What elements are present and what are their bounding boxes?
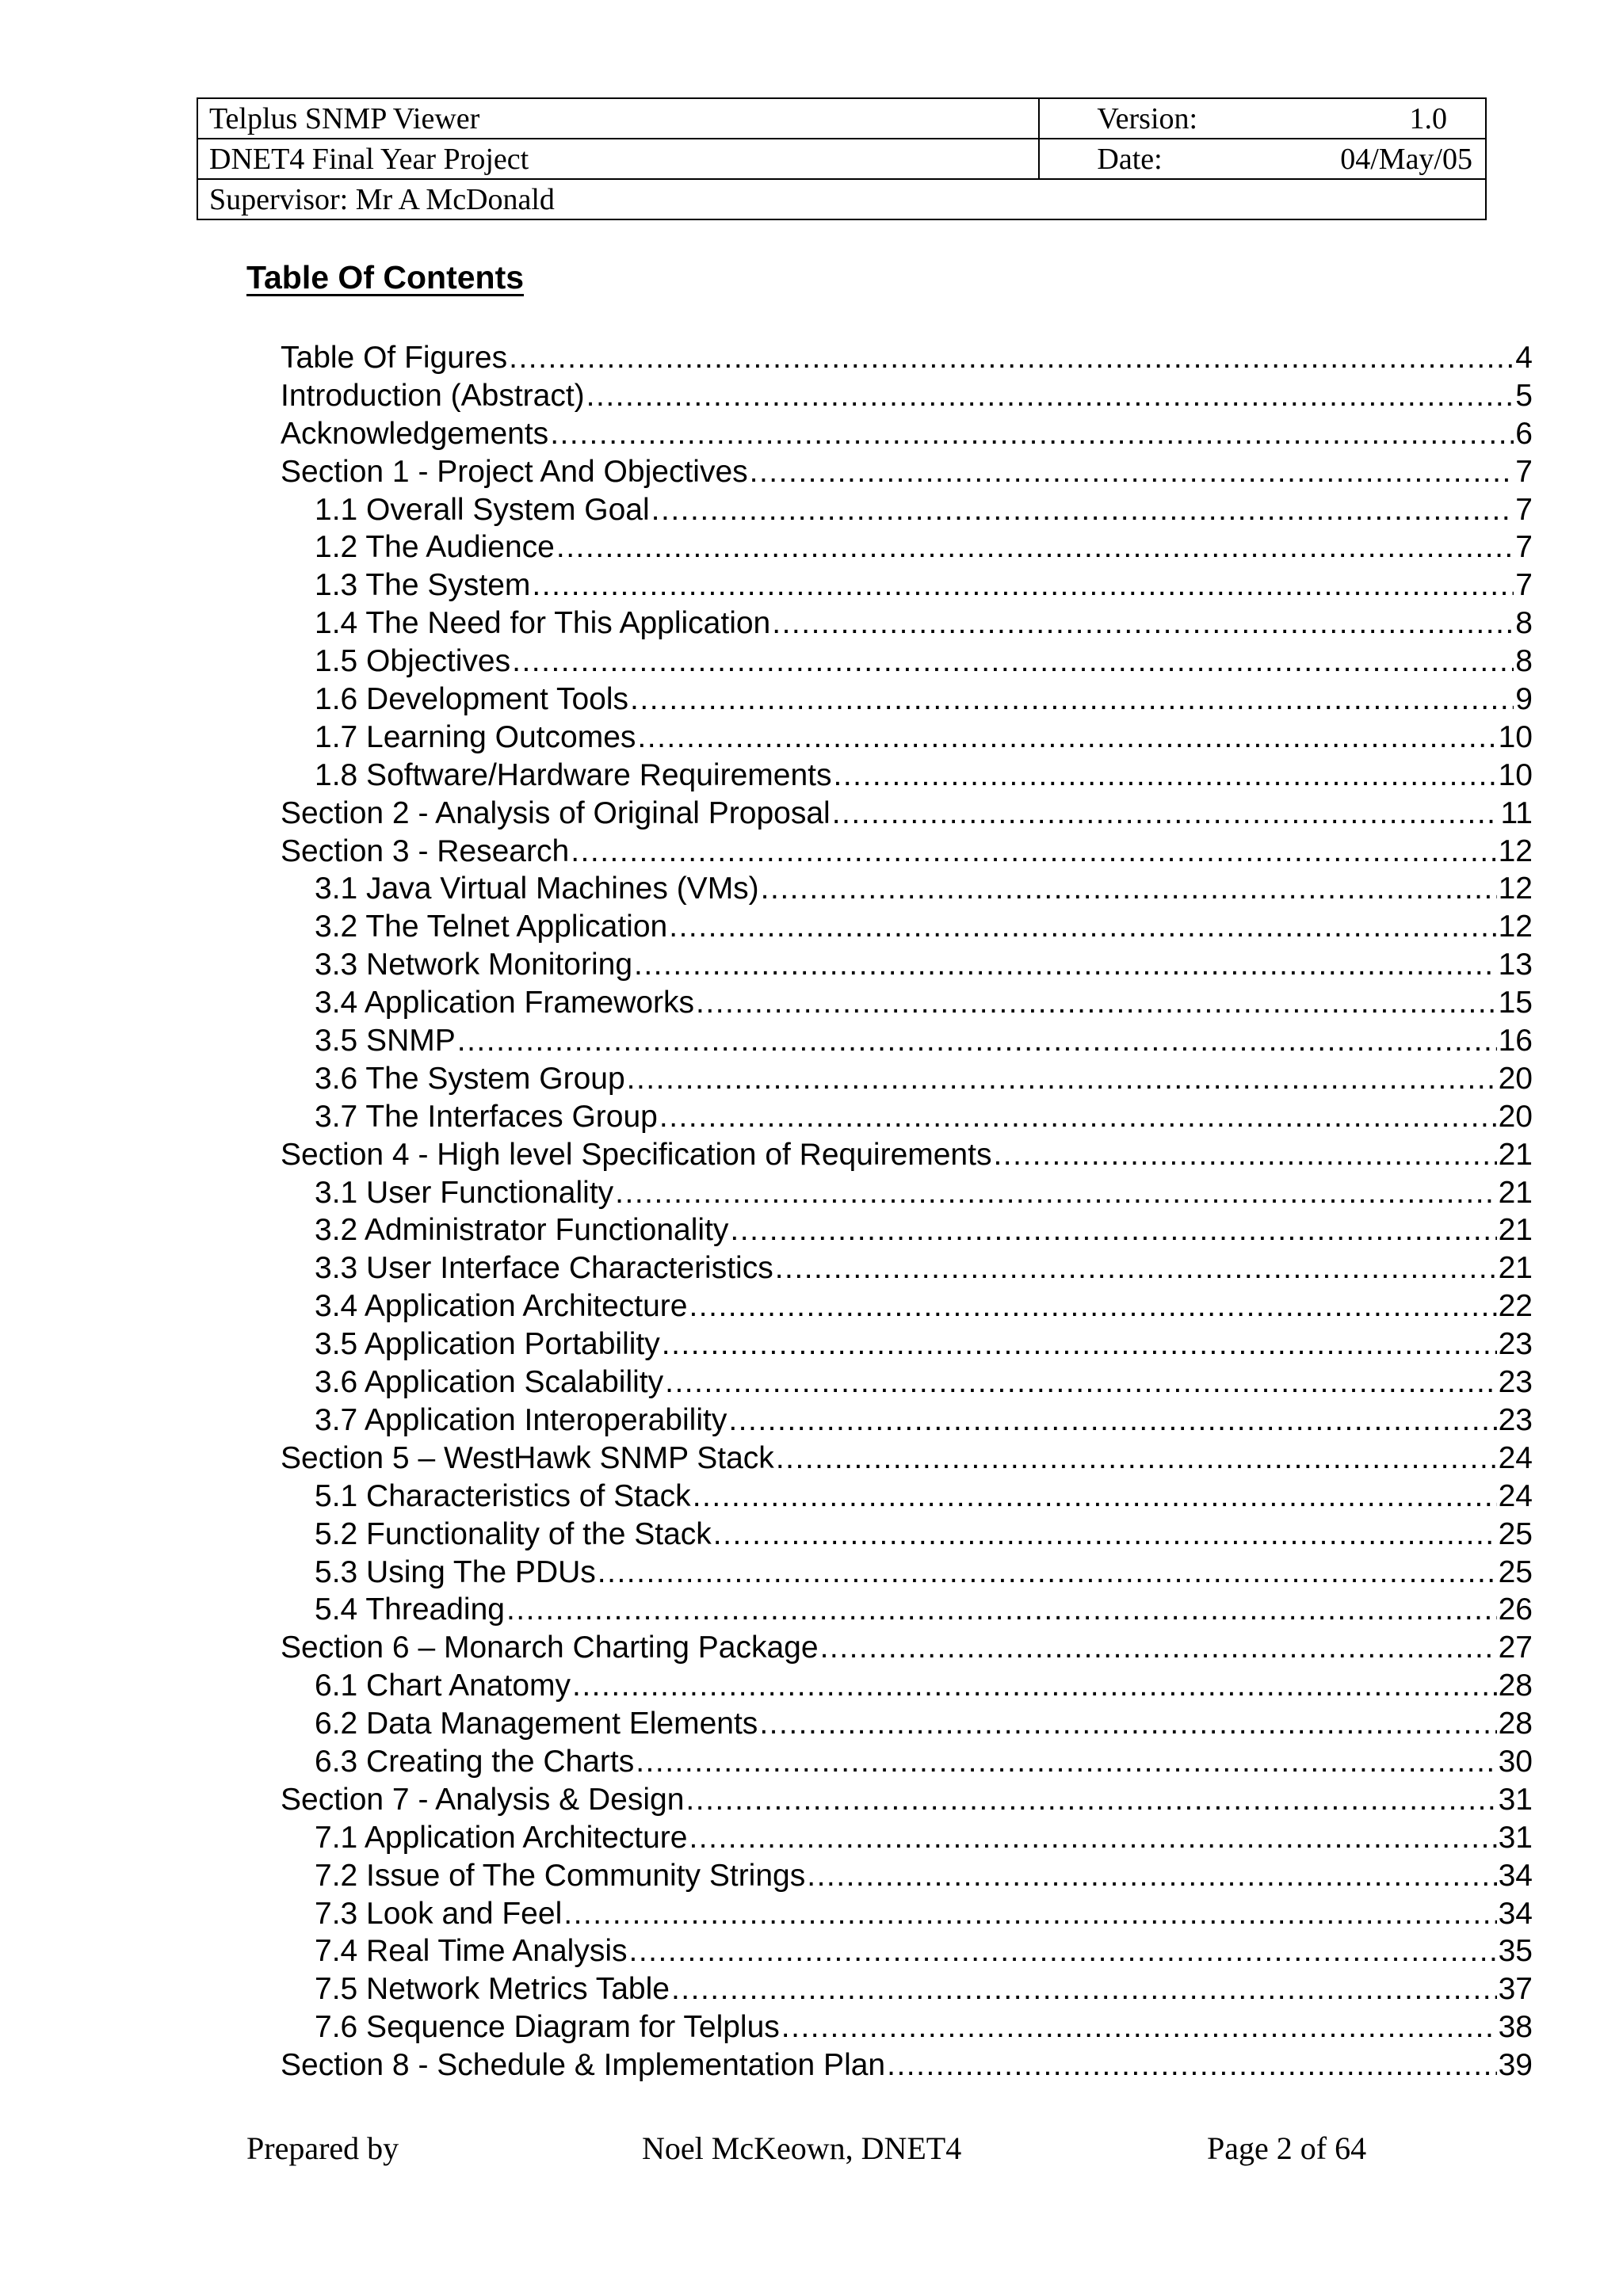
toc-entry[interactable] (281, 1819, 1533, 1857)
toc-dot-leader (665, 1363, 1497, 1402)
footer-author: Noel McKeown, DNET4 (642, 2130, 962, 2166)
toc-entry-label: 7.2 Issue of The Community Strings (315, 1858, 806, 1893)
toc-entry[interactable] (281, 605, 1533, 643)
toc-entry[interactable] (281, 984, 1533, 1022)
toc-entry-page: 25 (1498, 1516, 1533, 1551)
toc-entry-label: 1.1 Overall System Goal (315, 492, 650, 527)
toc-entry[interactable] (281, 1211, 1533, 1249)
toc-dot-leader (634, 946, 1497, 984)
toc-dot-leader (689, 1287, 1496, 1325)
toc-entry[interactable] (281, 1136, 1533, 1174)
toc-entry-page: 26 (1498, 1592, 1533, 1627)
table-of-contents (281, 339, 1533, 2084)
toc-entry-page: 7 (1515, 492, 1533, 527)
toc-entry-page: 28 (1498, 1669, 1533, 1703)
toc-dot-leader (629, 1932, 1497, 1970)
toc-entry-label: 1.8 Software/Hardware Requirements (315, 757, 832, 792)
toc-entry-label: 7.3 Look and Feel (315, 1896, 563, 1931)
toc-entry[interactable] (281, 1629, 1533, 1667)
toc-dot-leader (750, 453, 1514, 491)
toc-entry-page: 23 (1498, 1402, 1533, 1437)
toc-entry-page: 24 (1498, 1478, 1533, 1513)
toc-entry[interactable] (281, 1402, 1533, 1440)
toc-dot-leader (457, 1022, 1497, 1060)
toc-entry-page: 9 (1515, 682, 1533, 717)
toc-dot-leader (556, 528, 1514, 566)
toc-dot-leader (572, 1667, 1497, 1705)
toc-entry[interactable] (281, 1478, 1533, 1516)
toc-entry-label: 3.4 Application Frameworks (315, 986, 695, 1020)
toc-entry-label: Acknowledgements (281, 416, 549, 451)
toc-entry[interactable] (281, 795, 1533, 833)
toc-entry-page: 31 (1498, 1782, 1533, 1817)
toc-entry-page: 31 (1498, 1820, 1533, 1855)
toc-entry-label: 3.1 Java Virtual Machines (VMs) (315, 871, 759, 906)
toc-entry[interactable] (281, 757, 1533, 795)
toc-entry-page: 5 (1515, 378, 1533, 413)
toc-entry[interactable] (281, 1516, 1533, 1554)
toc-entry-page: 22 (1498, 1289, 1533, 1324)
toc-entry-page: 10 (1498, 757, 1533, 792)
toc-entry-page: 24 (1498, 1440, 1533, 1475)
toc-entry[interactable] (281, 1249, 1533, 1287)
toc-dot-leader (509, 339, 1514, 377)
toc-entry[interactable] (281, 643, 1533, 681)
toc-entry-label: 6.1 Chart Anatomy (315, 1669, 571, 1703)
toc-entry-label: 3.6 The System Group (315, 1061, 625, 1096)
toc-entry-page: 39 (1498, 2048, 1533, 2083)
toc-dot-leader (728, 1402, 1496, 1440)
toc-entry[interactable] (281, 1060, 1533, 1098)
toc-entry-label: 3.6 Application Scalability (315, 1365, 664, 1400)
header-row-supervisor (197, 179, 1486, 219)
toc-entry-label: 1.3 The System (315, 568, 531, 603)
toc-dot-leader (506, 1591, 1497, 1629)
toc-dot-leader (532, 566, 1514, 605)
toc-dot-leader (761, 870, 1497, 908)
toc-entry-label: 3.7 The Interfaces Group (315, 1099, 658, 1134)
header-supervisor-cell (197, 179, 1039, 219)
toc-entry[interactable] (281, 1895, 1533, 1933)
date-label: Date: (1097, 142, 1163, 176)
toc-entry[interactable] (281, 339, 1533, 377)
toc-dot-leader (685, 1781, 1496, 1819)
toc-dot-leader (696, 984, 1497, 1022)
toc-dot-leader (563, 1895, 1496, 1933)
toc-entry-label: Section 1 - Project And Objectives (281, 454, 748, 489)
toc-entry[interactable] (281, 681, 1533, 719)
toc-entry-label: Section 7 - Analysis & Design (281, 1782, 685, 1817)
toc-entry[interactable] (281, 1098, 1533, 1136)
toc-entry-page: 10 (1498, 719, 1533, 754)
toc-entry-label: 3.5 SNMP (315, 1024, 456, 1058)
toc-entry-page: 27 (1498, 1630, 1533, 1665)
toc-dot-leader (636, 1743, 1496, 1781)
header-blank-cell (1039, 179, 1486, 219)
toc-dot-leader (586, 377, 1514, 415)
toc-entry-page: 11 (1500, 795, 1533, 830)
footer-prepared-by: Prepared by (246, 2130, 399, 2166)
toc-entry-label: 3.2 Administrator Functionality (315, 1213, 729, 1248)
toc-dot-leader (807, 1857, 1496, 1895)
date-value: 04/May/05 (1340, 142, 1472, 176)
toc-entry-page: 8 (1515, 606, 1533, 641)
toc-entry[interactable] (281, 1591, 1533, 1629)
toc-entry-label: 7.5 Network Metrics Table (315, 1972, 670, 2007)
toc-entry-page: 37 (1498, 1972, 1533, 2007)
toc-entry-label: Section 3 - Research (281, 833, 570, 868)
toc-dot-leader (651, 491, 1514, 529)
toc-dot-leader (659, 1098, 1497, 1136)
toc-entry-page: 6 (1515, 416, 1533, 451)
toc-dot-leader (833, 757, 1496, 795)
toc-entry[interactable] (281, 1363, 1533, 1402)
toc-entry[interactable] (281, 1287, 1533, 1325)
toc-entry-page: 30 (1498, 1744, 1533, 1779)
toc-entry-label: 1.2 The Audience (315, 530, 555, 565)
toc-dot-leader (993, 1136, 1496, 1174)
toc-entry[interactable] (281, 946, 1533, 984)
toc-dot-leader (713, 1516, 1497, 1554)
toc-dot-leader (615, 1174, 1496, 1212)
toc-entry[interactable] (281, 1667, 1533, 1705)
toc-entry-label: 5.4 Threading (315, 1592, 505, 1627)
toc-entry-label: 1.7 Learning Outcomes (315, 719, 636, 754)
toc-entry-page: 28 (1498, 1707, 1533, 1741)
toc-dot-leader (662, 1325, 1497, 1363)
header-title-cell (197, 98, 1039, 139)
toc-dot-leader (775, 1249, 1497, 1287)
toc-entry-page: 12 (1498, 910, 1533, 944)
toc-entry-label: 7.6 Sequence Diagram for Telplus (315, 2010, 780, 2045)
toc-dot-leader (637, 719, 1496, 757)
toc-entry-label: 6.3 Creating the Charts (315, 1744, 635, 1779)
toc-entry-label: 6.2 Data Management Elements (315, 1707, 758, 1741)
toc-entry-page: 21 (1498, 1137, 1533, 1172)
toc-entry-label: 3.5 Application Portability (315, 1327, 660, 1362)
toc-entry[interactable] (281, 719, 1533, 757)
toc-dot-leader (627, 1060, 1497, 1098)
toc-entry[interactable] (281, 908, 1533, 946)
toc-dot-leader (776, 1440, 1497, 1478)
toc-dot-leader (598, 1554, 1497, 1592)
toc-entry-label: 3.4 Application Architecture (315, 1289, 688, 1324)
header-date-cell (1039, 139, 1486, 179)
toc-entry-label: 3.3 User Interface Characteristics (315, 1251, 773, 1286)
toc-entry[interactable] (281, 1932, 1533, 1970)
toc-entry-page: 34 (1498, 1896, 1533, 1931)
toc-entry-page: 7 (1515, 568, 1533, 603)
toc-dot-leader (759, 1705, 1496, 1743)
toc-entry-label: Section 8 - Schedule & Implementation Plan (281, 2048, 886, 2083)
toc-entry[interactable] (281, 1554, 1533, 1592)
toc-entry-label: 3.2 The Telnet Application (315, 910, 668, 944)
version-label: Version: (1097, 101, 1198, 135)
toc-dot-leader (689, 1819, 1496, 1857)
toc-entry[interactable] (281, 1705, 1533, 1743)
toc-dot-leader (772, 605, 1514, 643)
toc-entry[interactable] (281, 1970, 1533, 2008)
toc-entry[interactable] (281, 833, 1533, 871)
toc-entry[interactable] (281, 1743, 1533, 1781)
course-name: DNET4 Final Year Project (209, 142, 529, 176)
toc-entry-page: 12 (1498, 833, 1533, 868)
toc-entry[interactable] (281, 491, 1533, 529)
toc-dot-leader (820, 1629, 1497, 1667)
toc-entry-label: 1.4 The Need for This Application (315, 606, 771, 641)
toc-entry-label: 3.7 Application Interoperability (315, 1402, 727, 1437)
toc-entry[interactable] (281, 870, 1533, 908)
toc-entry-page: 8 (1515, 644, 1533, 679)
toc-entry-page: 34 (1498, 1858, 1533, 1893)
toc-entry-label: 3.3 Network Monitoring (315, 948, 633, 982)
toc-entry[interactable] (281, 566, 1533, 605)
toc-entry-page: 20 (1498, 1099, 1533, 1134)
toc-entry-page: 25 (1498, 1554, 1533, 1589)
toc-entry[interactable] (281, 2008, 1533, 2046)
toc-entry[interactable] (281, 1022, 1533, 1060)
toc-entry-page: 38 (1498, 2010, 1533, 2045)
toc-entry-page: 12 (1498, 871, 1533, 906)
toc-dot-leader (887, 2046, 1497, 2084)
footer-page-number: Page 2 of 64 (1207, 2130, 1367, 2166)
toc-entry[interactable] (281, 528, 1533, 566)
document-header-table (197, 97, 1487, 220)
toc-entry-label: Section 2 - Analysis of Original Proposal (281, 795, 831, 830)
toc-entry[interactable] (281, 1440, 1533, 1478)
toc-entry-page: 16 (1498, 1024, 1533, 1058)
toc-entry-label: 5.3 Using The PDUs (315, 1554, 596, 1589)
toc-entry[interactable] (281, 1857, 1533, 1895)
toc-dot-leader (669, 908, 1496, 946)
toc-entry-label: Section 6 – Monarch Charting Package (281, 1630, 819, 1665)
toc-dot-leader (781, 2008, 1497, 2046)
header-course-cell (197, 139, 1039, 179)
toc-dot-leader (693, 1478, 1497, 1516)
supervisor-name: Supervisor: Mr A McDonald (209, 182, 555, 216)
header-row-title (197, 98, 1486, 139)
toc-dot-leader (512, 643, 1514, 681)
toc-entry-page: 20 (1498, 1061, 1533, 1096)
toc-dot-leader (832, 795, 1499, 833)
toc-entry-label: Introduction (Abstract) (281, 378, 585, 413)
toc-entry-page: 21 (1498, 1175, 1533, 1210)
toc-entry[interactable] (281, 377, 1533, 415)
toc-entry-page: 21 (1498, 1213, 1533, 1248)
toc-dot-leader (671, 1970, 1497, 2008)
toc-entry[interactable] (281, 415, 1533, 453)
toc-entry[interactable] (281, 1781, 1533, 1819)
toc-entry[interactable] (281, 1325, 1533, 1363)
document-title: Telplus SNMP Viewer (209, 101, 480, 135)
toc-entry-label: 5.1 Characteristics of Stack (315, 1478, 691, 1513)
toc-entry-page: 23 (1498, 1327, 1533, 1362)
toc-entry-label: 7.1 Application Architecture (315, 1820, 688, 1855)
toc-entry[interactable] (281, 2046, 1533, 2084)
toc-entry-page: 35 (1498, 1934, 1533, 1969)
toc-entry-label: 7.4 Real Time Analysis (315, 1934, 628, 1969)
toc-entry[interactable] (281, 1174, 1533, 1212)
header-row-course (197, 139, 1486, 179)
version-value: 1.0 (1409, 101, 1447, 135)
header-version-cell (1039, 98, 1486, 139)
toc-entry-label: 3.1 User Functionality (315, 1175, 614, 1210)
toc-entry-page: 7 (1515, 530, 1533, 565)
toc-entry-page: 15 (1498, 986, 1533, 1020)
toc-dot-leader (730, 1211, 1496, 1249)
toc-entry-page: 7 (1515, 454, 1533, 489)
toc-entry-label: Table Of Figures (281, 341, 508, 375)
toc-entry-page: 23 (1498, 1365, 1533, 1400)
toc-entry-page: 4 (1515, 341, 1533, 375)
toc-entry-label: Section 4 - High level Specification of Requirements (281, 1137, 992, 1172)
toc-entry-label: 1.6 Development Tools (315, 682, 629, 717)
toc-dot-leader (630, 681, 1514, 719)
toc-entry-page: 21 (1498, 1251, 1533, 1286)
toc-entry-label: 1.5 Objectives (315, 644, 511, 679)
toc-entry-label: 5.2 Functionality of the Stack (315, 1516, 712, 1551)
toc-entry-page: 13 (1498, 948, 1533, 982)
toc-dot-leader (571, 833, 1496, 871)
toc-entry-label: Section 5 – WestHawk SNMP Stack (281, 1440, 774, 1475)
toc-entry[interactable] (281, 453, 1533, 491)
toc-heading: Table Of Contents (246, 259, 525, 296)
toc-dot-leader (550, 415, 1514, 453)
